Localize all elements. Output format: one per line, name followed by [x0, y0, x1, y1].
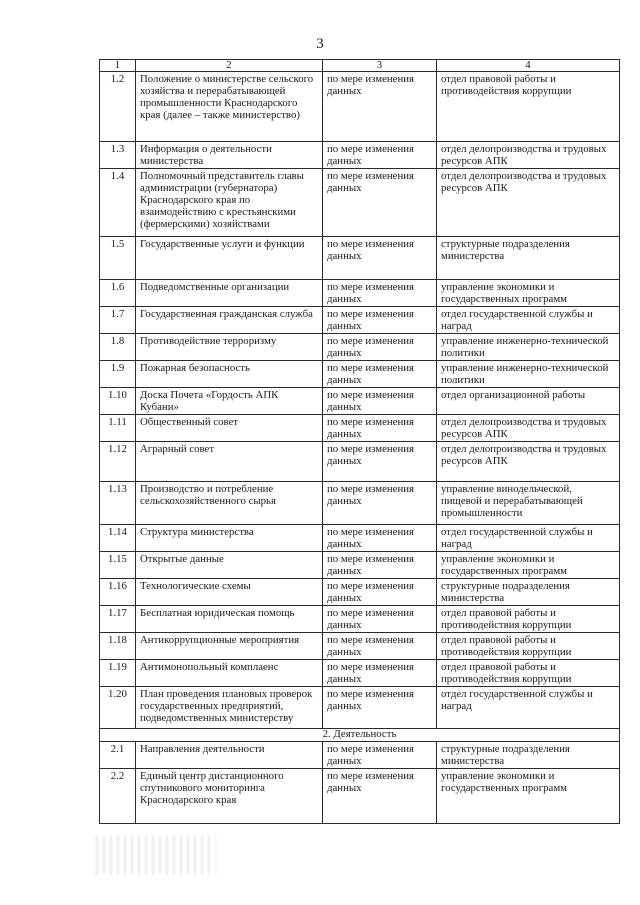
- row-title: Антимонопольный комплаенс: [136, 660, 323, 687]
- row-title: Подведомственные организации: [136, 280, 323, 307]
- row-responsible: отдел правовой работы и противодействия коррупции: [437, 660, 620, 687]
- page-number: 3: [316, 36, 324, 52]
- row-frequency: по мере изменения данных: [323, 482, 437, 525]
- row-title: Бесплатная юридическая помощь: [136, 606, 323, 633]
- table-row: [100, 237, 620, 280]
- row-number: 1.13: [100, 482, 136, 525]
- table-row: [100, 415, 620, 442]
- row-responsible: управление винодельческой, пищевой и перерабатывающей промышленности: [437, 482, 620, 525]
- row-frequency: по мере изменения данных: [323, 687, 437, 729]
- header-col-2: 2: [136, 60, 323, 72]
- row-responsible: управление экономики и государственных программ: [437, 769, 620, 824]
- row-frequency: по мере изменения данных: [323, 742, 437, 769]
- row-responsible: управление инженерно-технической политики: [437, 361, 620, 388]
- row-title: Пожарная безопасность: [136, 361, 323, 388]
- table-row: [100, 334, 620, 361]
- row-title: Единый центр дистанционного спутникового мониторинга Краснодарского края: [136, 769, 323, 824]
- header-row: [100, 60, 620, 72]
- row-title: Доска Почета «Гордость АПК Кубани»: [136, 388, 323, 415]
- row-frequency: по мере изменения данных: [323, 142, 437, 169]
- row-responsible: структурные подразделения министерства: [437, 579, 620, 606]
- row-frequency: по мере изменения данных: [323, 237, 437, 280]
- table-row: [100, 660, 620, 687]
- row-frequency: по мере изменения данных: [323, 415, 437, 442]
- row-number: 1.3: [100, 142, 136, 169]
- row-number: 1.18: [100, 633, 136, 660]
- row-responsible: отдел государственной службы и наград: [437, 525, 620, 552]
- row-number: 2.1: [100, 742, 136, 769]
- row-number: 1.12: [100, 442, 136, 482]
- row-responsible: структурные подразделения министерства: [437, 742, 620, 769]
- table-row: [100, 742, 620, 769]
- row-number: 1.10: [100, 388, 136, 415]
- row-number: 1.16: [100, 579, 136, 606]
- header-col-3: 3: [323, 60, 437, 72]
- row-number: 1.8: [100, 334, 136, 361]
- table-row: [100, 579, 620, 606]
- document-table: [99, 59, 620, 824]
- table-row: [100, 769, 620, 824]
- table-row: [100, 307, 620, 334]
- row-number: 2.2: [100, 769, 136, 824]
- row-frequency: по мере изменения данных: [323, 606, 437, 633]
- row-number: 1.5: [100, 237, 136, 280]
- row-frequency: по мере изменения данных: [323, 72, 437, 142]
- row-frequency: по мере изменения данных: [323, 169, 437, 237]
- row-number: 1.9: [100, 361, 136, 388]
- row-responsible: отдел делопроизводства и трудовых ресурсов АПК: [437, 442, 620, 482]
- table-row: [100, 280, 620, 307]
- row-number: 1.19: [100, 660, 136, 687]
- row-frequency: по мере изменения данных: [323, 361, 437, 388]
- header-col-4: 4: [437, 60, 620, 72]
- table-row: [100, 72, 620, 142]
- row-responsible: отдел правовой работы и противодействия коррупции: [437, 633, 620, 660]
- row-frequency: по мере изменения данных: [323, 307, 437, 334]
- scan-artifact: [96, 835, 216, 875]
- row-title: Положение о министерстве сельского хозяйства и перерабатывающей промышленности Краснодарского края (далее – также министерство): [136, 72, 323, 142]
- row-title: Полномочный представитель главы администрации (губернатора) Краснодарского края по взаимодействию с крестьянскими (фермерскими) хозяйствами: [136, 169, 323, 237]
- row-frequency: по мере изменения данных: [323, 660, 437, 687]
- header-col-1: 1: [100, 60, 136, 72]
- row-title: Противодействие терроризму: [136, 334, 323, 361]
- row-frequency: по мере изменения данных: [323, 579, 437, 606]
- row-title: Направления деятельности: [136, 742, 323, 769]
- table-row: [100, 169, 620, 237]
- row-number: 1.11: [100, 415, 136, 442]
- row-number: 1.20: [100, 687, 136, 729]
- row-title: Открытые данные: [136, 552, 323, 579]
- row-number: 1.17: [100, 606, 136, 633]
- row-frequency: по мере изменения данных: [323, 552, 437, 579]
- row-responsible: отдел делопроизводства и трудовых ресурсов АПК: [437, 142, 620, 169]
- row-responsible: отдел делопроизводства и трудовых ресурсов АПК: [437, 415, 620, 442]
- row-frequency: по мере изменения данных: [323, 769, 437, 824]
- row-number: 1.4: [100, 169, 136, 237]
- table-row: [100, 361, 620, 388]
- row-responsible: отдел правовой работы и противодействия коррупции: [437, 72, 620, 142]
- table-row: [100, 525, 620, 552]
- table-row: [100, 687, 620, 729]
- row-number: 1.6: [100, 280, 136, 307]
- row-title: Информация о деятельности министерства: [136, 142, 323, 169]
- row-number: 1.7: [100, 307, 136, 334]
- table-row: [100, 606, 620, 633]
- row-responsible: структурные подразделения министерства: [437, 237, 620, 280]
- table-row: [100, 388, 620, 415]
- row-title: План проведения плановых проверок государственных предприятий, подведомственных министерству: [136, 687, 323, 729]
- row-responsible: управление экономики и государственных программ: [437, 552, 620, 579]
- row-number: 1.15: [100, 552, 136, 579]
- row-number: 1.14: [100, 525, 136, 552]
- table-row: [100, 142, 620, 169]
- row-frequency: по мере изменения данных: [323, 334, 437, 361]
- row-frequency: по мере изменения данных: [323, 388, 437, 415]
- row-responsible: отдел государственной службы и наград: [437, 687, 620, 729]
- table-row: [100, 482, 620, 525]
- row-title: Структура министерства: [136, 525, 323, 552]
- row-title: Технологические схемы: [136, 579, 323, 606]
- row-responsible: управление инженерно-технической политики: [437, 334, 620, 361]
- row-title: Государственные услуги и функции: [136, 237, 323, 280]
- table-row: [100, 552, 620, 579]
- section-title: 2. Деятельность: [100, 729, 620, 742]
- row-frequency: по мере изменения данных: [323, 280, 437, 307]
- row-frequency: по мере изменения данных: [323, 633, 437, 660]
- table-row: [100, 442, 620, 482]
- row-responsible: отдел организационной работы: [437, 388, 620, 415]
- row-frequency: по мере изменения данных: [323, 525, 437, 552]
- row-title: Аграрный совет: [136, 442, 323, 482]
- row-frequency: по мере изменения данных: [323, 442, 437, 482]
- row-responsible: отдел государственной службы и наград: [437, 307, 620, 334]
- row-title: Государственная гражданская служба: [136, 307, 323, 334]
- row-responsible: управление экономики и государственных программ: [437, 280, 620, 307]
- section-row: [100, 729, 620, 742]
- table-body: [100, 72, 620, 824]
- table-row: [100, 633, 620, 660]
- row-responsible: отдел делопроизводства и трудовых ресурсов АПК: [437, 169, 620, 237]
- row-title: Антикоррупционные мероприятия: [136, 633, 323, 660]
- row-title: Общественный совет: [136, 415, 323, 442]
- row-title: Производство и потребление сельскохозяйственного сырья: [136, 482, 323, 525]
- row-number: 1.2: [100, 72, 136, 142]
- row-responsible: отдел правовой работы и противодействия коррупции: [437, 606, 620, 633]
